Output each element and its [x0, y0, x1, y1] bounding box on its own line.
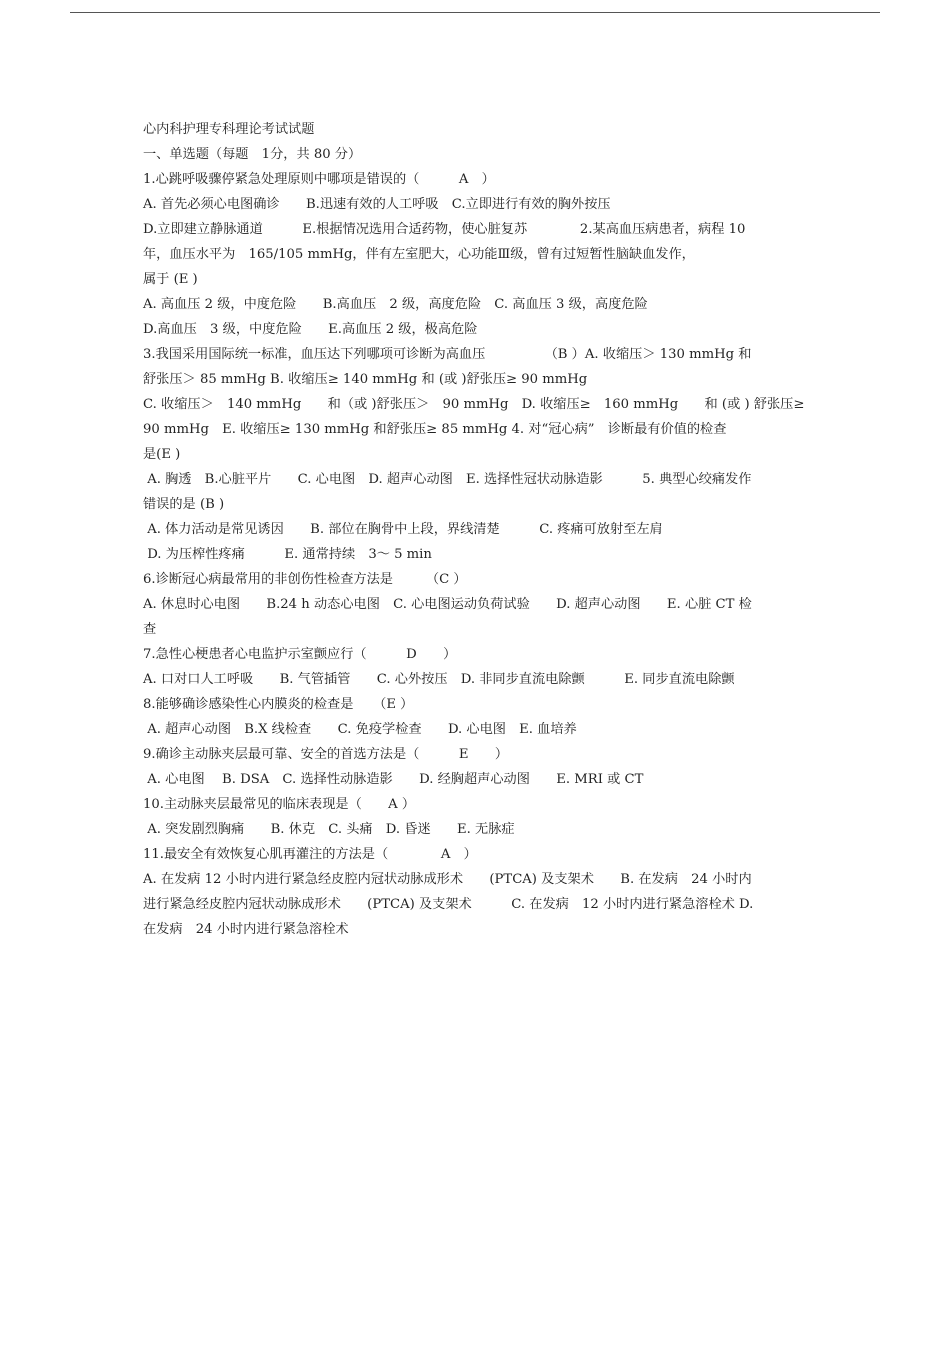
document-line: 11.最安全有效恢复心肌再灌注的方法是（ A ）	[143, 847, 477, 862]
document-body	[143, 117, 811, 942]
document-line: 1.心跳呼吸骤停紧急处理原则中哪项是错误的（ A ）	[143, 172, 495, 187]
document-line: A. 心电图 B. DSA C. 选择性动脉造影 D. 经胸超声心动图 E. MRI 或 CT	[143, 772, 644, 787]
document-line: A. 体力活动是常见诱因 B. 部位在胸骨中上段，界线清楚 C. 疼痛可放射至左肩	[143, 522, 663, 537]
header-rule	[70, 12, 880, 13]
document-line: 7.急性心梗患者心电监护示室颤应行（ D ）	[143, 647, 457, 662]
document-line: 6.诊断冠心病最常用的非创伤性检查方法是 （C ）	[143, 572, 467, 587]
document-line: C. 收缩压＞ 140 mmHg 和（或 )舒张压＞ 90 mmHg D. 收缩压≥ 160 mmHg 和 (或 ) 舒张压≥	[143, 397, 805, 412]
document-line: 9.确诊主动脉夹层最可靠、安全的首选方法是（ E ）	[143, 747, 509, 762]
document-line: A. 突发剧烈胸痛 B. 休克 C. 头痛 D. 昏迷 E. 无脉症	[143, 822, 515, 837]
document-line: 错误的是 (B )	[143, 497, 225, 512]
document-line: D.高血压 3 级，中度危险 E.高血压 2 级，极高危险	[143, 322, 478, 337]
document-line: 90 mmHg E. 收缩压≥ 130 mmHg 和舒张压≥ 85 mmHg 4. 对“冠心病” 诊断最有价值的检查	[143, 422, 727, 437]
document-line: 属于 (E )	[143, 272, 198, 287]
document-line: A. 高血压 2 级，中度危险 B.高血压 2 级，高度危险 C. 高血压 3 级，高度危险	[143, 297, 648, 312]
document-line: 年，血压水平为 165/105 mmHg，伴有左室肥大，心功能Ⅲ级，曾有过短暂性脑缺血发作，	[143, 247, 695, 262]
document-line: 进行紧急经皮腔内冠状动脉成形术 (PTCA) 及支架术 C. 在发病 12 小时内进行紧急溶栓术 D.	[143, 897, 754, 912]
document-line: 10.主动脉夹层最常见的临床表现是（ A ）	[143, 797, 416, 812]
document-line: D.立即建立静脉通道 E.根据情况选用合适药物，使心脏复苏 2.某高血压病患者，病程 10	[143, 222, 746, 237]
document-line: 是(E )	[143, 447, 181, 462]
document-line: 心内科护理专科理论考试试题	[143, 122, 315, 137]
document-line: A. 在发病 12 小时内进行紧急经皮腔内冠状动脉成形术 (PTCA) 及支架术 B. 在发病 24 小时内	[143, 872, 752, 887]
document-line: 8.能够确诊感染性心内膜炎的检查是 （E ）	[143, 697, 414, 712]
document-line: 舒张压＞ 85 mmHg B. 收缩压≥ 140 mmHg 和 (或 )舒张压≥ 90 mmHg	[143, 372, 588, 387]
document-line: 在发病 24 小时内进行紧急溶栓术	[143, 922, 349, 937]
document-line: D. 为压榨性疼痛 E. 通常持续 3～ 5 min	[143, 547, 432, 562]
document-line: A. 首先必须心电图确诊 B.迅速有效的人工呼吸 C.立即进行有效的胸外按压	[143, 197, 611, 212]
document-line: 查	[143, 622, 157, 637]
document-line: A. 超声心动图 B.X 线检查 C. 免疫学检查 D. 心电图 E. 血培养	[143, 722, 577, 737]
document-line: A. 口对口人工呼吸 B. 气管插管 C. 心外按压 D. 非同步直流电除颤 E. 同步直流电除颤	[143, 672, 735, 687]
document-line: 一、单选题（每题 1分，共 80 分）	[143, 147, 362, 162]
document-line: A. 休息时心电图 B.24 h 动态心电图 C. 心电图运动负荷试验 D. 超声心动图 E. 心脏 CT 检	[143, 597, 752, 612]
document-line: 3.我国采用国际统一标准，血压达下列哪项可诊断为高血压 （B ）A. 收缩压＞ 130 mmHg 和	[143, 347, 752, 362]
document-line: A. 胸透 B.心脏平片 C. 心电图 D. 超声心动图 E. 选择性冠状动脉造影 5. 典型心绞痛发作	[143, 472, 752, 487]
